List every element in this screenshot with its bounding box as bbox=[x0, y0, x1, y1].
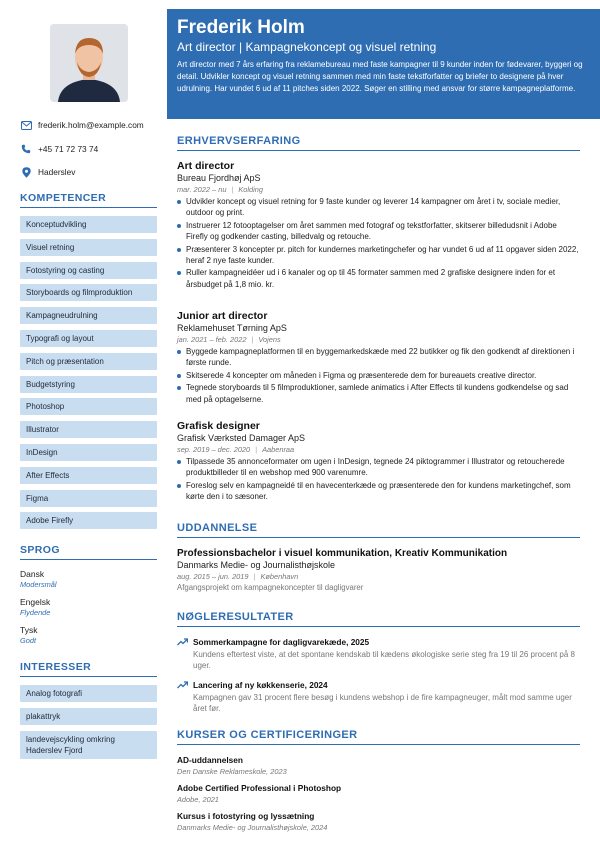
job-entry bbox=[177, 420, 580, 504]
school-name: Danmarks Medie- og Journalisthøjskole bbox=[177, 560, 336, 570]
job-dates: mar. 2022 – nu bbox=[177, 185, 227, 194]
skill-chip: Konceptudvikling bbox=[20, 216, 157, 233]
sidebar bbox=[0, 0, 166, 849]
job-title: Grafisk designer bbox=[177, 420, 260, 432]
skill-chip: InDesign bbox=[20, 444, 157, 461]
language-level: Flydende bbox=[20, 608, 51, 617]
skill-chip: Typografi og layout bbox=[20, 330, 157, 347]
education-place: København bbox=[260, 572, 299, 581]
course-meta: Den Danske Reklameskole, 2023 bbox=[177, 767, 287, 776]
job-company: Bureau Fjordhøj ApS bbox=[177, 173, 261, 183]
job-dates: jan. 2021 – feb. 2022 bbox=[177, 335, 247, 344]
skill-chip: Budgetstyring bbox=[20, 376, 157, 393]
location-text: Haderslev bbox=[38, 167, 76, 177]
skill-chip: Illustrator bbox=[20, 421, 157, 438]
skill-chip: Photoshop bbox=[20, 398, 157, 415]
profile-photo bbox=[50, 24, 128, 102]
course-item bbox=[177, 811, 580, 832]
language-name: Tysk bbox=[20, 625, 38, 635]
result-item bbox=[177, 637, 580, 672]
job-bullet: Præsenterer 3 koncepter pr. pitch for kundernes marketingchefer og har vundet 6 ud af 11 opgaver siden 2022, heraf 2 nye faste kunder. bbox=[177, 244, 580, 267]
job-company: Grafisk Værksted Damager ApS bbox=[177, 433, 306, 443]
header-banner bbox=[167, 9, 600, 119]
job-meta: sep. 2019 – dec. 2020 | Aabenraa bbox=[177, 445, 295, 454]
course-item bbox=[177, 755, 580, 776]
job-bullet: Instruerer 12 fotooptagelser om året sammen med fotograf og tekstforfatter, skitserer billedudsnit i Adobe Firefly og godkender casting, billedvalg og retouche. bbox=[177, 220, 580, 243]
languages-heading: SPROG bbox=[20, 544, 157, 560]
language-name: Dansk bbox=[20, 569, 45, 579]
map-pin-icon bbox=[20, 166, 32, 178]
person-name: Frederik Holm bbox=[177, 17, 305, 38]
language-level: Godt bbox=[20, 636, 37, 645]
job-bullet: Tegnede storyboards til 5 filmproduktioner, samlede animatics i After Effects til kundens godkendelse og sad med på optagelserne. bbox=[177, 382, 580, 405]
interests-list bbox=[20, 685, 157, 764]
education-entry bbox=[177, 548, 580, 592]
phone-text: +45 71 72 73 74 bbox=[38, 144, 99, 154]
contact-location bbox=[20, 166, 75, 178]
course-title: Adobe Certified Professional i Photoshop bbox=[177, 783, 342, 793]
skills-list bbox=[20, 216, 157, 535]
job-entry bbox=[177, 160, 580, 291]
skill-chip: Pitch og præsentation bbox=[20, 353, 157, 370]
education-heading: UDDANNELSE bbox=[177, 522, 580, 538]
job-meta: jan. 2021 – feb. 2022 | Vojens bbox=[177, 335, 281, 344]
phone-icon bbox=[20, 143, 32, 155]
job-place: Kolding bbox=[238, 185, 264, 194]
degree-title: Professionsbachelor i visuel kommunikation, Kreativ Kommunikation bbox=[177, 548, 508, 559]
education-meta: aug. 2015 – jun. 2019 | København bbox=[177, 572, 299, 581]
job-bullet: Foreslog selv en kampagneidé til en havecenterkæde og præsenterede den for kundens marketingchef, som kørte den i to sæsoner. bbox=[177, 480, 580, 503]
job-company: Reklamehuset Tørning ApS bbox=[177, 323, 287, 333]
job-bullet: Byggede kampagneplatformen til en byggemarkedskæde med 22 butikker og fik den godkendt af direktionen i første runde. bbox=[177, 346, 580, 369]
education-note: Afgangsprojekt om kampagnekoncepter til dagligvarer bbox=[177, 583, 364, 592]
skill-chip: After Effects bbox=[20, 467, 157, 484]
skill-chip: Storyboards og filmproduktion bbox=[20, 284, 157, 301]
course-item bbox=[177, 783, 580, 804]
job-place: Aabenraa bbox=[262, 445, 295, 454]
language-level: Modersmål bbox=[20, 580, 57, 589]
job-bullets bbox=[177, 456, 580, 503]
job-bullet: Skitserede 4 koncepter om måneden i Figma og præsenterede dem for bureauets creative director. bbox=[177, 370, 580, 381]
job-bullet: Tilpassede 35 annonceformater om ugen i InDesign, tegnede 24 piktogrammer i Illustrator og retoucherede produktbilleder til en webshop med 900 varenumre. bbox=[177, 456, 580, 479]
job-dates: sep. 2019 – dec. 2020 bbox=[177, 445, 251, 454]
person-role: Art director | Kampagnekoncept og visuel retning bbox=[177, 40, 437, 54]
language-name: Engelsk bbox=[20, 597, 51, 607]
skill-chip: Fotostyring og casting bbox=[20, 262, 157, 279]
skills-heading: KOMPETENCER bbox=[20, 192, 157, 208]
skill-chip: Kampagneudrulning bbox=[20, 307, 157, 324]
interest-chip: landevejscykling omkring Haderslev Fjord bbox=[20, 731, 157, 759]
job-place: Vojens bbox=[258, 335, 281, 344]
job-entry bbox=[177, 310, 580, 406]
courses-heading: KURSER OG CERTIFICERINGER bbox=[177, 729, 580, 745]
experience-heading: ERHVERVSERFARING bbox=[177, 135, 580, 151]
job-title: Junior art director bbox=[177, 310, 268, 322]
education-dates: aug. 2015 – jun. 2019 bbox=[177, 572, 249, 581]
result-description: Kundens eftertest viste, at det spontane kendskab til kædens økologiske serie steg fra 19 til 26 procent på 8 uger. bbox=[193, 650, 575, 671]
trend-up-icon bbox=[177, 637, 188, 648]
language-item bbox=[20, 597, 157, 617]
language-item bbox=[20, 569, 157, 589]
job-bullet: Ruller kampagneidéer ud i 6 kanaler og op til 45 formater sammen med 2 grafiske designere inden for et årsbudget på 1,8 mio. kr. bbox=[177, 267, 580, 290]
interest-chip: Analog fotografi bbox=[20, 685, 157, 702]
skill-chip: Figma bbox=[20, 490, 157, 507]
course-title: Kursus i fotostyring og lyssætning bbox=[177, 811, 315, 821]
contact-phone[interactable] bbox=[20, 143, 98, 155]
envelope-icon bbox=[20, 119, 32, 131]
email-text: frederik.holm@example.com bbox=[38, 120, 144, 130]
job-bullets bbox=[177, 196, 580, 290]
trend-up-icon bbox=[177, 680, 188, 691]
job-title: Art director bbox=[177, 160, 235, 172]
job-bullet: Udvikler koncept og visuel retning for 9 faste kunder og leverer 14 kampagner om året i tv, sociale medier, outdoor og print. bbox=[177, 196, 580, 219]
result-item bbox=[177, 680, 580, 715]
course-meta: Adobe, 2021 bbox=[177, 795, 219, 804]
skill-chip: Adobe Firefly bbox=[20, 512, 157, 529]
course-title: AD-uddannelsen bbox=[177, 755, 243, 765]
result-title: Lancering af ny køkkenserie, 2024 bbox=[193, 680, 328, 690]
profile-summary: Art director med 7 års erfaring fra reklamebureau med faste kampagner til 9 kunder inden for fødevarer, byggeri og detail. Udvikler koncept og visuel retning sammen med min faste tekstforfatter og briefer to designere på hver udrulning. Har vundet 6 ud af 11 pitches siden 2022. Søger en stilling med ansvar for større kampagneplatforme. bbox=[177, 60, 583, 93]
job-meta: mar. 2022 – nu | Kolding bbox=[177, 185, 264, 194]
portrait-image bbox=[50, 24, 128, 102]
results-heading: NØGLERESULTATER bbox=[177, 611, 580, 627]
result-title: Sommerkampagne for dagligvarekæde, 2025 bbox=[193, 637, 370, 647]
course-meta: Danmarks Medie- og Journalisthøjskole, 2024 bbox=[177, 823, 328, 832]
contact-email[interactable] bbox=[20, 119, 144, 131]
result-description: Kampagnen gav 31 procent flere besøg i kundens webshop i de fire kampagneuger, målt mod samme uger året før. bbox=[193, 693, 572, 714]
job-bullets bbox=[177, 346, 580, 405]
interest-chip: plakattryk bbox=[20, 708, 157, 725]
interests-heading: INTERESSER bbox=[20, 661, 157, 677]
skill-chip: Visuel retning bbox=[20, 239, 157, 256]
language-item bbox=[20, 625, 157, 645]
